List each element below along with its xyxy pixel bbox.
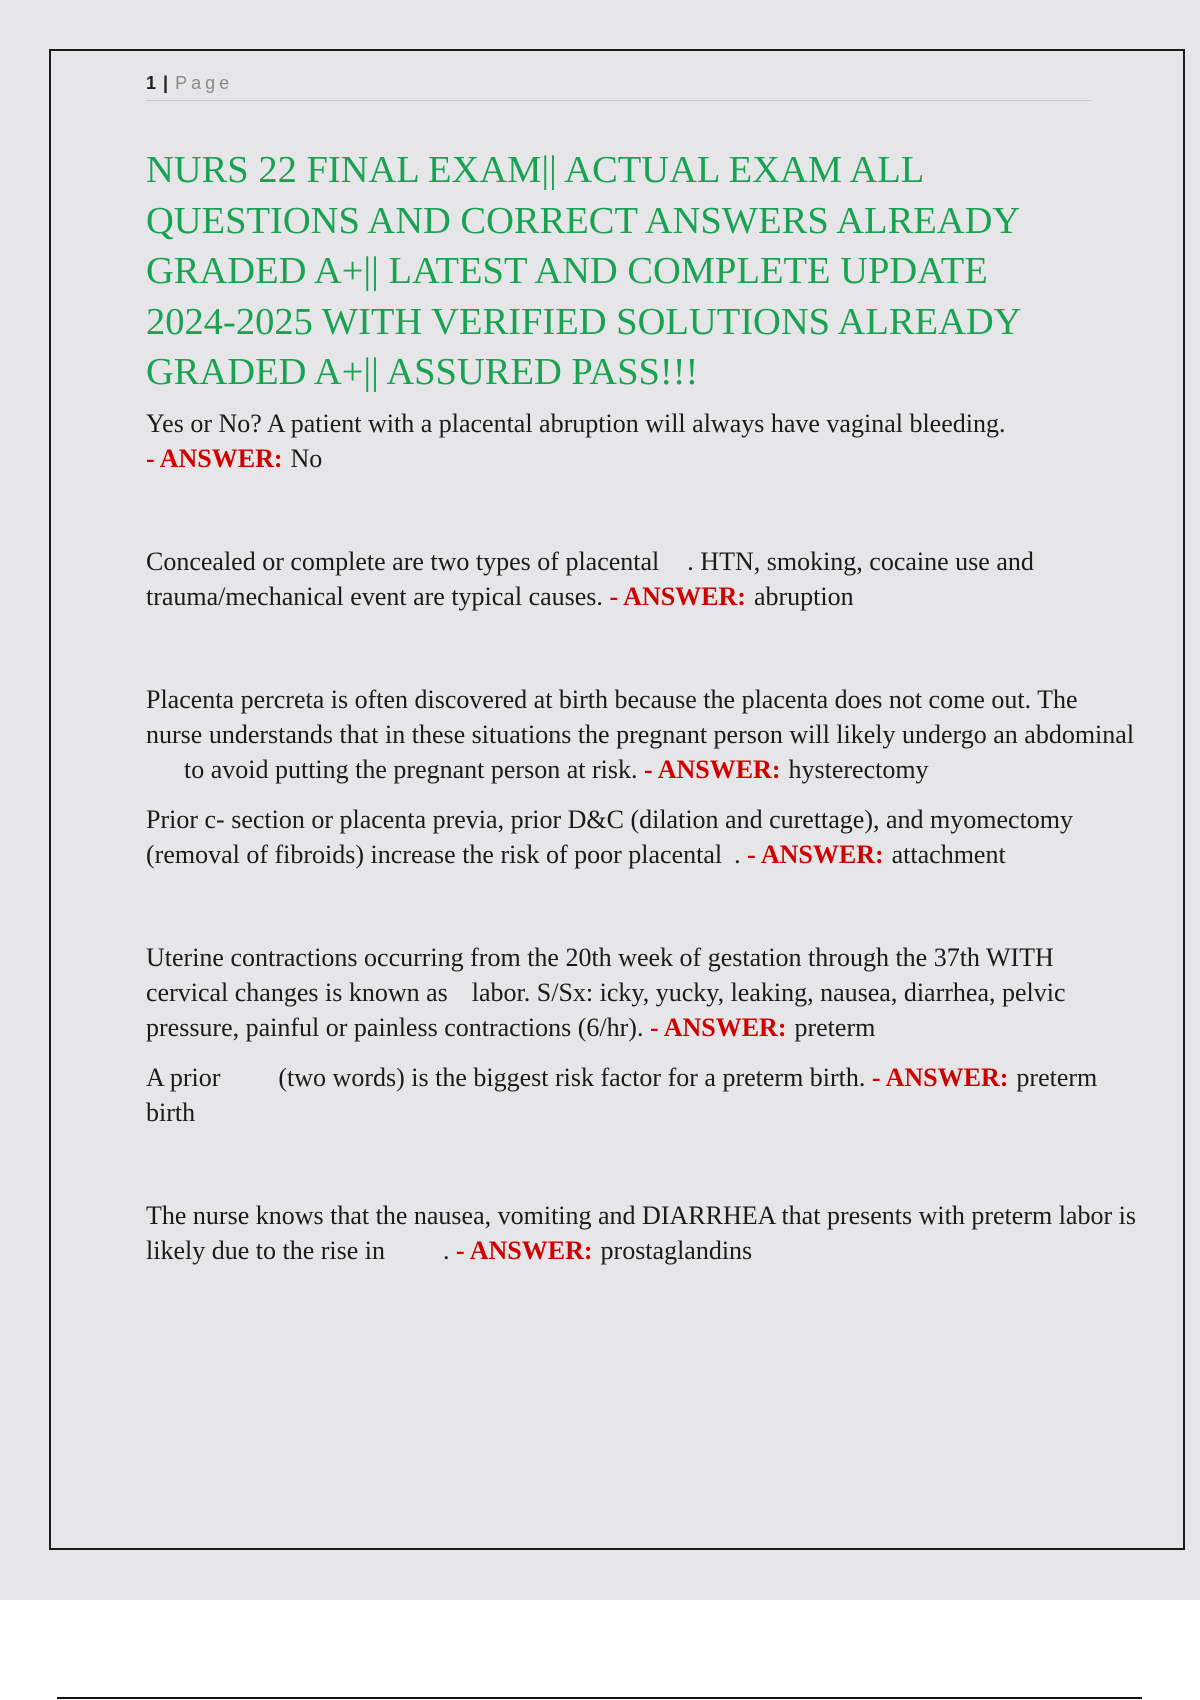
page-label: Page (175, 73, 234, 93)
next-page-area (0, 1600, 1200, 1700)
question-text-after: . HTN, smoking, cocaine use and trauma/mechanical event are typical causes. (146, 546, 1034, 611)
page-content (146, 145, 1136, 1268)
page-header (146, 73, 1092, 101)
question-text: Placenta percreta is often discovered at birth because the placenta does not come out. The nurse understands that in these situations the pregnant person will likely undergo an abdominal (146, 684, 1135, 749)
answer-label: - ANSWER: (146, 443, 283, 473)
question-text-after: . (734, 839, 741, 869)
question-text: Prior c- section or placenta previa, prior D&C (dilation and curettage), and myomectomy (removal of fibroids) increase the risk of poor placental (146, 804, 1074, 869)
document-page (49, 49, 1185, 1550)
title-line: GRADED A+|| LATEST AND COMPLETE UPDATE (146, 250, 988, 292)
qa-item (146, 1060, 1136, 1130)
answer-text: abruption (753, 581, 854, 611)
answer-label: - ANSWER: (871, 1062, 1009, 1092)
answer-text: attachment (891, 839, 1006, 869)
answer-text: prostaglandins (600, 1235, 753, 1265)
question-text-after: labor. S/Sx: icky, yucky, leaking, nausea, diarrhea, pelvic pressure, painful or painless contractions (6/hr). (146, 977, 1066, 1042)
qa-item (146, 940, 1136, 1045)
answer-label: - ANSWER: (747, 839, 884, 869)
qa-item (146, 682, 1136, 787)
question-text: Concealed or complete are two types of placental (146, 546, 660, 576)
question-text: The nurse knows that the nausea, vomiting and DIARRHEA that presents with preterm labor is likely due to the rise in (146, 1200, 1136, 1265)
title-line: 2024-2025 WITH VERIFIED SOLUTIONS ALREADY (146, 300, 1022, 343)
title-line: GRADED A+|| ASSURED PASS!!! (146, 351, 699, 393)
answer-text: No (290, 443, 323, 473)
page-number: 1 (146, 73, 157, 93)
question-text: Uterine contractions occurring from the 20th week of gestation through the 37th WITH cervical changes is known as (146, 942, 1054, 1007)
answer-text: preterm (794, 1012, 876, 1042)
question-text-after: to avoid putting the pregnant person at risk. (184, 754, 638, 784)
answer-label: - ANSWER: (456, 1235, 593, 1265)
page-separator: | (163, 73, 169, 93)
answer-label: - ANSWER: (643, 754, 781, 784)
question-text: A prior (146, 1062, 221, 1092)
answer-text: preterm birth (146, 1062, 1098, 1127)
next-page-rule (57, 1697, 1142, 1699)
qa-item (146, 406, 1136, 476)
title-line: QUESTIONS AND CORRECT ANSWERS ALREADY (146, 199, 1021, 242)
answer-label: - ANSWER: (609, 581, 746, 611)
answer-text: hysterectomy (788, 754, 929, 784)
question-text-after: (two words) is the biggest risk factor for a preterm birth. (278, 1062, 866, 1092)
question-text-after: . (443, 1235, 450, 1265)
title-line: NURS 22 FINAL EXAM|| ACTUAL EXAM ALL (146, 149, 925, 191)
document-title (146, 145, 1136, 398)
question-text: Yes or No? A patient with a placental abruption will always have vaginal bleeding. (146, 408, 1006, 438)
answer-label: - ANSWER: (649, 1012, 787, 1042)
qa-item (146, 802, 1136, 872)
qa-item (146, 544, 1136, 614)
qa-item (146, 1198, 1136, 1268)
